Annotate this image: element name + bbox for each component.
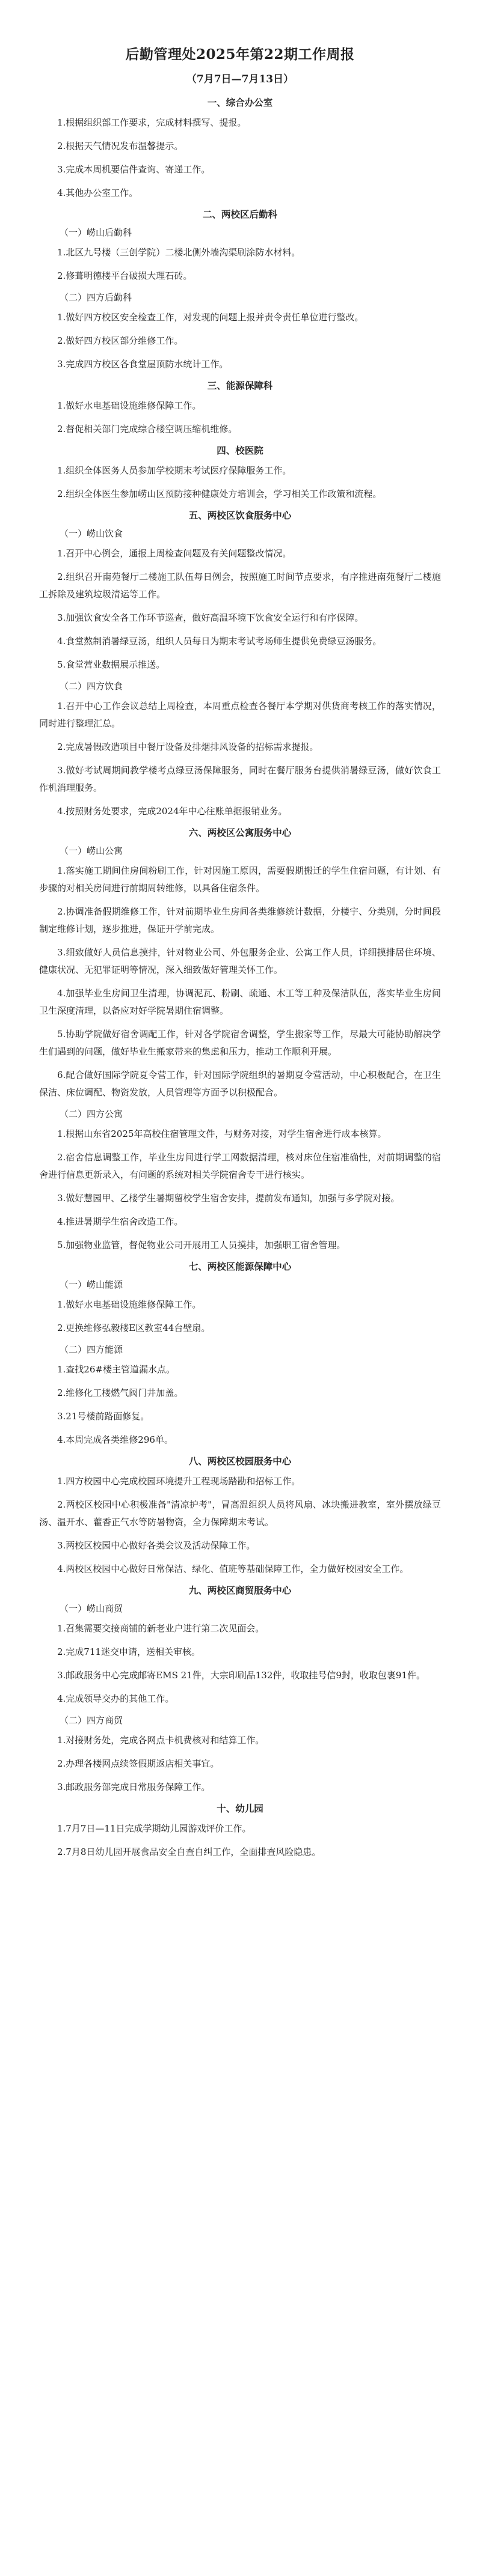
paragraph: 2.组织全体医生参加崂山区预防接种健康处方培训会，学习相关工作政策和流程。 [57,489,382,499]
paragraph: 1.召开中心例会，通报上周检查问题及有关问题整改情况。 [57,548,292,559]
paragraph: 1.做好水电基础设施维修保障工作。 [57,400,202,411]
paragraph: 3.做好考试周期间教学楼考点绿豆汤保障服务，同时在餐厅服务台提供消暑绿豆汤，做好饮食工作机消理服务。 [39,765,441,793]
paragraph: 3.做好慧园甲、乙楼学生暑期留校学生宿舍安排，提前发布通知，加强与多学院对接。 [57,1193,400,1204]
paragraph: 4.其他办公室工作。 [57,187,138,198]
subsection-heading: （一）崂山能源 [60,1279,123,1290]
paragraph: 2.组织召开南苑餐厅二楼施工队伍每日例会，按照施工时间节点要求，有序推进南苑餐厅二楼施工拆除及建筑垃圾清运等工作。 [39,571,441,600]
section-heading: 八、两校区校园服务中心 [188,1456,292,1467]
subsection-heading: （二）四方饮食 [60,681,123,692]
paragraph: 3.21号楼前路面修复。 [57,1411,150,1422]
subsection-heading: （二）四方能源 [60,1344,123,1355]
paragraph: 2.办理各楼网点续签假期返店相关事宜。 [57,1758,220,1769]
section-heading: 六、两校区公寓服务中心 [188,827,292,838]
section-heading: 九、两校区商贸服务中心 [188,1585,292,1596]
paragraph: 5.协助学院做好宿舍调配工作，针对各学院宿舍调整，学生搬家等工作，尽最大可能协助解决学生们遇到的问题，做好毕业生搬家带来的集虑和压力，推动工作顺利开展。 [39,1029,441,1057]
section-heading: 四、校医院 [217,445,263,456]
paragraph: 1.7月7日—11日完成学期幼儿园游戏评价工作。 [57,1823,251,1834]
paragraph: 3.两校区校园中心做好各类会议及活动保障工作。 [57,1540,256,1551]
subsection-heading: （一）崂山公寓 [60,845,123,856]
paragraph: 2.督促相关部门完成综合楼空调压缩机维修。 [57,424,238,434]
paragraph: 3.邮政服务部完成日常服务保障工作。 [57,1782,211,1792]
subsection-heading: （二）四方商贸 [60,1715,123,1726]
paragraph: 5.加强物业监管，督促物业公司开展用工人员摸排，加强职工宿舍管理。 [57,1240,346,1250]
report-title: 后勤管理处2025年第22期工作周报 [125,46,355,62]
section-heading: 五、两校区饮食服务中心 [188,510,292,521]
subsection-heading: （一）崂山饮食 [60,528,123,539]
subsection-heading: （二）四方公寓 [60,1109,123,1119]
paragraph: 4.加强毕业生房间卫生清理，协调泥瓦、粉刷、疏通、木工等工种及保洁队伍，落实毕业生房间卫生深度清理，以备应对好学院暑期住宿调整。 [39,988,441,1016]
paragraph: 3.细致做好人员信息摸排，针对物业公司、外包服务企业、公寓工作人员，详细摸排居住环境、健康状况、无犯罪证明等情况，深入细致做好管理关怀工作。 [39,947,441,975]
paragraph: 2.两校区校园中心积极准备"清凉护考"，冒高温组织人员将风扇、冰块搬进教室，室外摆放绿豆汤、温开水、藿香正气水等防暑物资，全力保障期末考试。 [39,1499,441,1527]
paragraph: 2.更换维修弘毅楼E区教室44台壁扇。 [57,1323,211,1333]
paragraph: 2.宿舍信息调整工作，毕业生房间进行学工网数据清理，核对床位住宿准确性，对前期调整的宿舍进行信息更新录入，有问题的系统对相关学院宿舍专干进行核实。 [39,1152,441,1180]
paragraph: 3.完成本周机要信件查询、寄递工作。 [57,164,211,175]
paragraph: 2.维修化工楼燃气阀门井加盖。 [57,1387,183,1398]
paragraph: 1.查找26#楼主管道漏水点。 [57,1364,175,1375]
paragraph: 1.组织全体医务人员参加学校期末考试医疗保障服务工作。 [57,465,292,476]
paragraph: 4.两校区校园中心做好日常保洁、绿化、值班等基础保障工作，全力做好校园安全工作。 [57,1564,409,1574]
paragraph: 3.完成四方校区各食堂屋顶防水统计工作。 [57,359,229,370]
paragraph: 4.推进暑期学生宿舍改造工作。 [57,1216,183,1227]
section-heading: 二、两校区后勤科 [202,209,277,220]
paragraph: 2.完成711迷交申请，送相关审核。 [57,1646,200,1657]
section-heading: 十、幼儿园 [217,1803,263,1814]
paragraph: 5.食堂营业数据展示推送。 [57,659,165,670]
report-body [39,96,441,1861]
paragraph: 3.邮政服务中心完成邮寄EMS 21件，大宗印刷品132件，收取挂号信9封，收取包裹91件。 [57,1670,426,1681]
paragraph: 2.做好四方校区部分维修工作。 [57,335,183,346]
subsection-heading: （一）崂山商贸 [60,1603,123,1614]
paragraph: 1.根据山东省2025年高校住宿管理文件，与财务对接，对学生宿舍进行成本核算。 [57,1128,387,1139]
paragraph: 1.做好四方校区安全检查工作，对发现的问题上报并责令责任单位进行整改。 [57,312,364,323]
paragraph: 3.加强饮食安全各工作环节巡查，做好高温环境下饮食安全运行和有序保障。 [57,612,364,623]
paragraph: 1.对接财务处，完成各网点卡机费核对和结算工作。 [57,1735,265,1746]
paragraph: 1.做好水电基础设施维修保障工作。 [57,1299,202,1310]
paragraph: 4.本周完成各类维修296单。 [57,1434,173,1445]
paragraph: 1.召集需要交接商铺的新老业户进行第二次见面会。 [57,1623,265,1634]
report-period: （7月7日—7月13日） [186,73,294,85]
paragraph: 4.食堂熬制消暑绿豆汤，组织人员每日为期末考试考场师生提供免费绿豆汤服务。 [57,636,382,647]
paragraph: 6.配合做好国际学院夏令营工作，针对国际学院组织的暑期夏令营活动，中心积极配合，在卫生保洁、床位调配、物资发放，人员管理等方面予以积极配合。 [39,1070,441,1098]
subsection-heading: （一）崂山后勤科 [60,227,132,238]
section-heading: 三、能源保障科 [207,380,273,391]
subsection-heading: （二）四方后勤科 [60,292,132,303]
paragraph: 2.修葺明德楼平台破损大理石砖。 [57,270,192,281]
paragraph: 2.7月8日幼儿园开展食品安全自查自纠工作，全面排查风险隐患。 [57,1847,321,1857]
paragraph: 2.协调准备假期维修工作，针对前期毕业生房间各类维修统计数据，分楼宇、分类别，分时间段制定维修计划，逐步推进，保证开学前完成。 [39,906,441,934]
section-heading: 七、两校区能源保障中心 [188,1261,292,1272]
paragraph: 4.完成领导交办的其他工作。 [57,1693,174,1704]
paragraph: 1.北区九号楼（三创学院）二楼北侧外墙沟渠刷涂防水材料。 [57,247,301,258]
paragraph: 4.按照财务处要求，完成2024年中心往账单据报销业务。 [57,806,288,817]
paragraph: 2.根据天气情况发布温馨提示。 [57,141,183,151]
paragraph: 1.落实施工期间住房间粉刷工作，针对因施工原因，需要假期搬迁的学生住宿问题，有计划、有步骤的对相关房间进行前期周转维修，以具备住宿条件。 [39,865,441,894]
paragraph: 1.根据组织部工作要求，完成材料撰写、提报。 [57,117,247,128]
paragraph: 2.完成暑假改造项目中餐厅设备及排烟排风设备的招标需求提报。 [57,741,319,752]
paragraph: 1.四方校园中心完成校园环境提升工程现场踏勘和招标工作。 [57,1476,301,1487]
paragraph: 1.召开中心工作会议总结上周检查，本周重点检查各餐厅本学期对供货商考核工作的落实情况，同时进行整理汇总。 [39,701,441,729]
section-heading: 一、综合办公室 [207,97,273,108]
